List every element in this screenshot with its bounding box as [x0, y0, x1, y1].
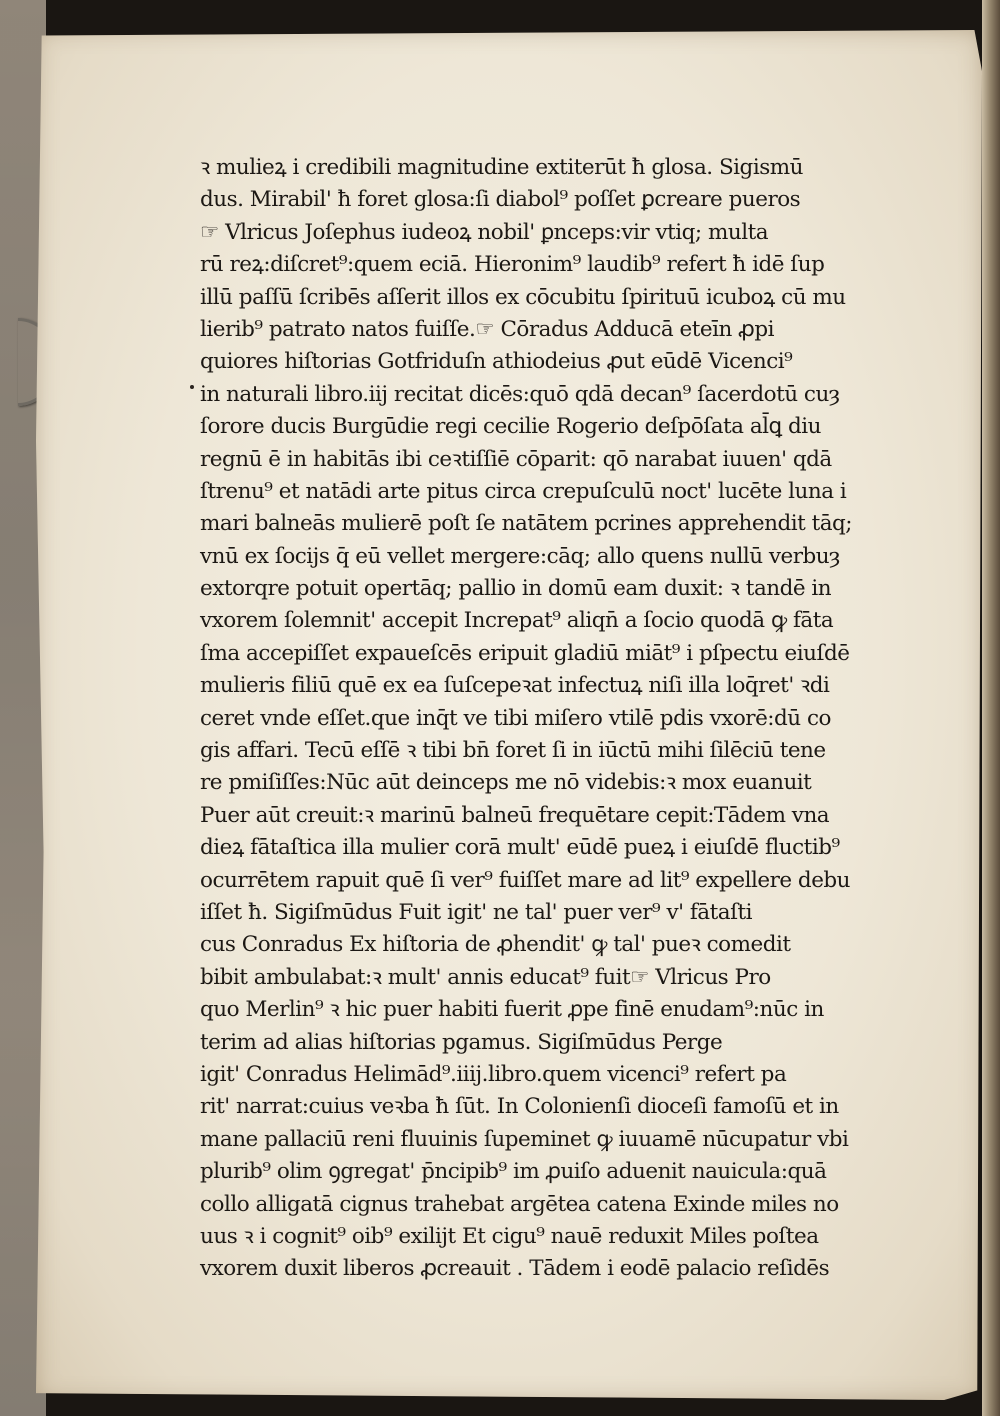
- text-line: Puer aūt creuit:ꝛ marinū balneū frequētare cepit:Tādem vna: [200, 802, 830, 828]
- text-line: igit' Conradus Helimād⁹.iiij.libro.quem vicenci⁹ refert pa: [200, 1061, 787, 1087]
- incunable-text-block: [200, 152, 920, 1286]
- text-line: ocurrētem rapuit quē ſi ver⁹ fuiſſet mare ad lit⁹ expellere debu: [200, 867, 851, 893]
- text-line: vxorem duxit liberos ꝓcreauit . Tādem i eodē palacio reſidēs: [200, 1256, 830, 1282]
- text-line: re pmiſiſſes:Nūc aūt deinceps me nō videbis:ꝛ mox euanuit: [200, 770, 812, 796]
- text-line: terim ad alias hiſtorias pgamus. Sigiſmūdus Perge: [200, 1029, 723, 1055]
- text-line: mane pallaciū reni fluuinis ſupeminet ꝙ iuuamē nūcupatur vbi: [200, 1126, 849, 1152]
- text-line: mari balneās mulierē poſt ſe natātem pcrines apprehendit tāq;: [200, 511, 853, 537]
- text-line: lierib⁹ patrato natos fuiſſe.☞ Cōradus Adducā eteīn ꝓpi: [200, 316, 774, 342]
- text-line: dus. Mirabil' ħ foret glosa:ſi diabol⁹ poſſet ꝑcreare pueros: [200, 187, 801, 213]
- text-line: ſma accepiſſet expaueſcēs eripuit gladiū miāt⁹ i pſpectu eiuſdē: [200, 640, 850, 666]
- text-line: regnū ē in habitās ibi ceꝛtiſſiē cōparit: qō narabat iuuen' qdā: [200, 446, 832, 472]
- text-line: rit' narrat:cuius veꝛba ħ ſūt. In Colonienſi dioceſi famoſū et in: [200, 1094, 839, 1120]
- text-line: vxorem ſolemnit' accepit Increpat⁹ aliqn̄ a ſocio quodā ꝙ fāta: [200, 608, 834, 634]
- text-line: gis affari. Tecū eſſē ꝛ tibi bn̄ foret ſi in iūctū mihi ſilēciū tene: [200, 738, 826, 764]
- text-line: quiores hiſtorias Gotfriduſn athiodeius ꝓut eūdē Vicenci⁹: [200, 349, 793, 375]
- text-line: vnū ex ſocijs q̄ eū vellet mergere:cāq; allo quens nullū verbuȝ: [200, 543, 840, 569]
- text-line: illū paſſū ſcribēs aſſerit illos ex cōcubitu ſpirituū icuboꝝ cū mu: [200, 284, 846, 310]
- text-line: ſtrenu⁹ et natādi arte pitus circa crepuſculū noct' lucēte luna i: [200, 478, 847, 504]
- text-line: rū reꝝ:diſcret⁹:quem eciā. Hieronim⁹ laudib⁹ refert ħ idē ſup: [200, 252, 825, 278]
- text-line: mulieris filiū quē ex ea ſuſcepeꝛat infectuꝝ niſi illa loq̄ret' ꝛdi: [200, 673, 830, 699]
- text-line: iſſet ħ. Sigiſmūdus Fuit igit' ne tal' puer ver⁹ v' fātaſti: [200, 899, 753, 925]
- text-line: uus ꝛ i cognit⁹ oib⁹ exilijt Et cigu⁹ nauē reduxit Miles poſtea: [200, 1223, 819, 1249]
- text-line: in naturali libro.iij recitat dicēs:quō qdā decan⁹ ſacerdotū cuȝ: [200, 381, 840, 407]
- text-line: ☞ Vlricus Joſephus iudeoꝝ nobil' ꝑnceps:vir vtiq; multa: [200, 219, 769, 245]
- text-line: bibit ambulabat:ꝛ mult' annis educat⁹ fuit☞ Vlricus Pro: [200, 964, 771, 990]
- text-line: plurib⁹ olim ꝯgregat' p̄ncipib⁹ im ꝓuiſo aduenit nauicula:quā: [200, 1159, 827, 1185]
- text-line: ſorore ducis Burgūdie regi cecilie Rogerio deſpōſata al̄ꝗ diu: [200, 414, 821, 440]
- text-line: quo Merlin⁹ ꝛ hic puer habiti fuerit ꝓpe finē enudam⁹:nūc in: [200, 997, 824, 1023]
- text-line: collo alligatā cignus trahebat argētea catena Exinde miles no: [200, 1191, 839, 1217]
- text-line: dieꝝ fātaſtica illa mulier corā mult' eūdē pueꝝ i eiuſdē fluctib⁹: [200, 835, 840, 861]
- margin-mark: [190, 385, 194, 389]
- text-line: ceret vnde eſſet.que inq̄t ve tibi miſero vtilē pdis vxorē:dū co: [200, 705, 831, 731]
- text-line: extorqre potuit opertāq; pallio in domū eam duxit: ꝛ tandē in: [200, 576, 832, 602]
- text-line: ꝛ mulieꝝ i credibili magnitudine extiterūt ħ glosa. Sigismū: [200, 155, 803, 180]
- text-line: cus Conradus Ex hiſtoria de ꝓhendit' ꝙ tal' pueꝛ comedit: [200, 932, 791, 958]
- page-stack-edge: [982, 0, 1000, 1416]
